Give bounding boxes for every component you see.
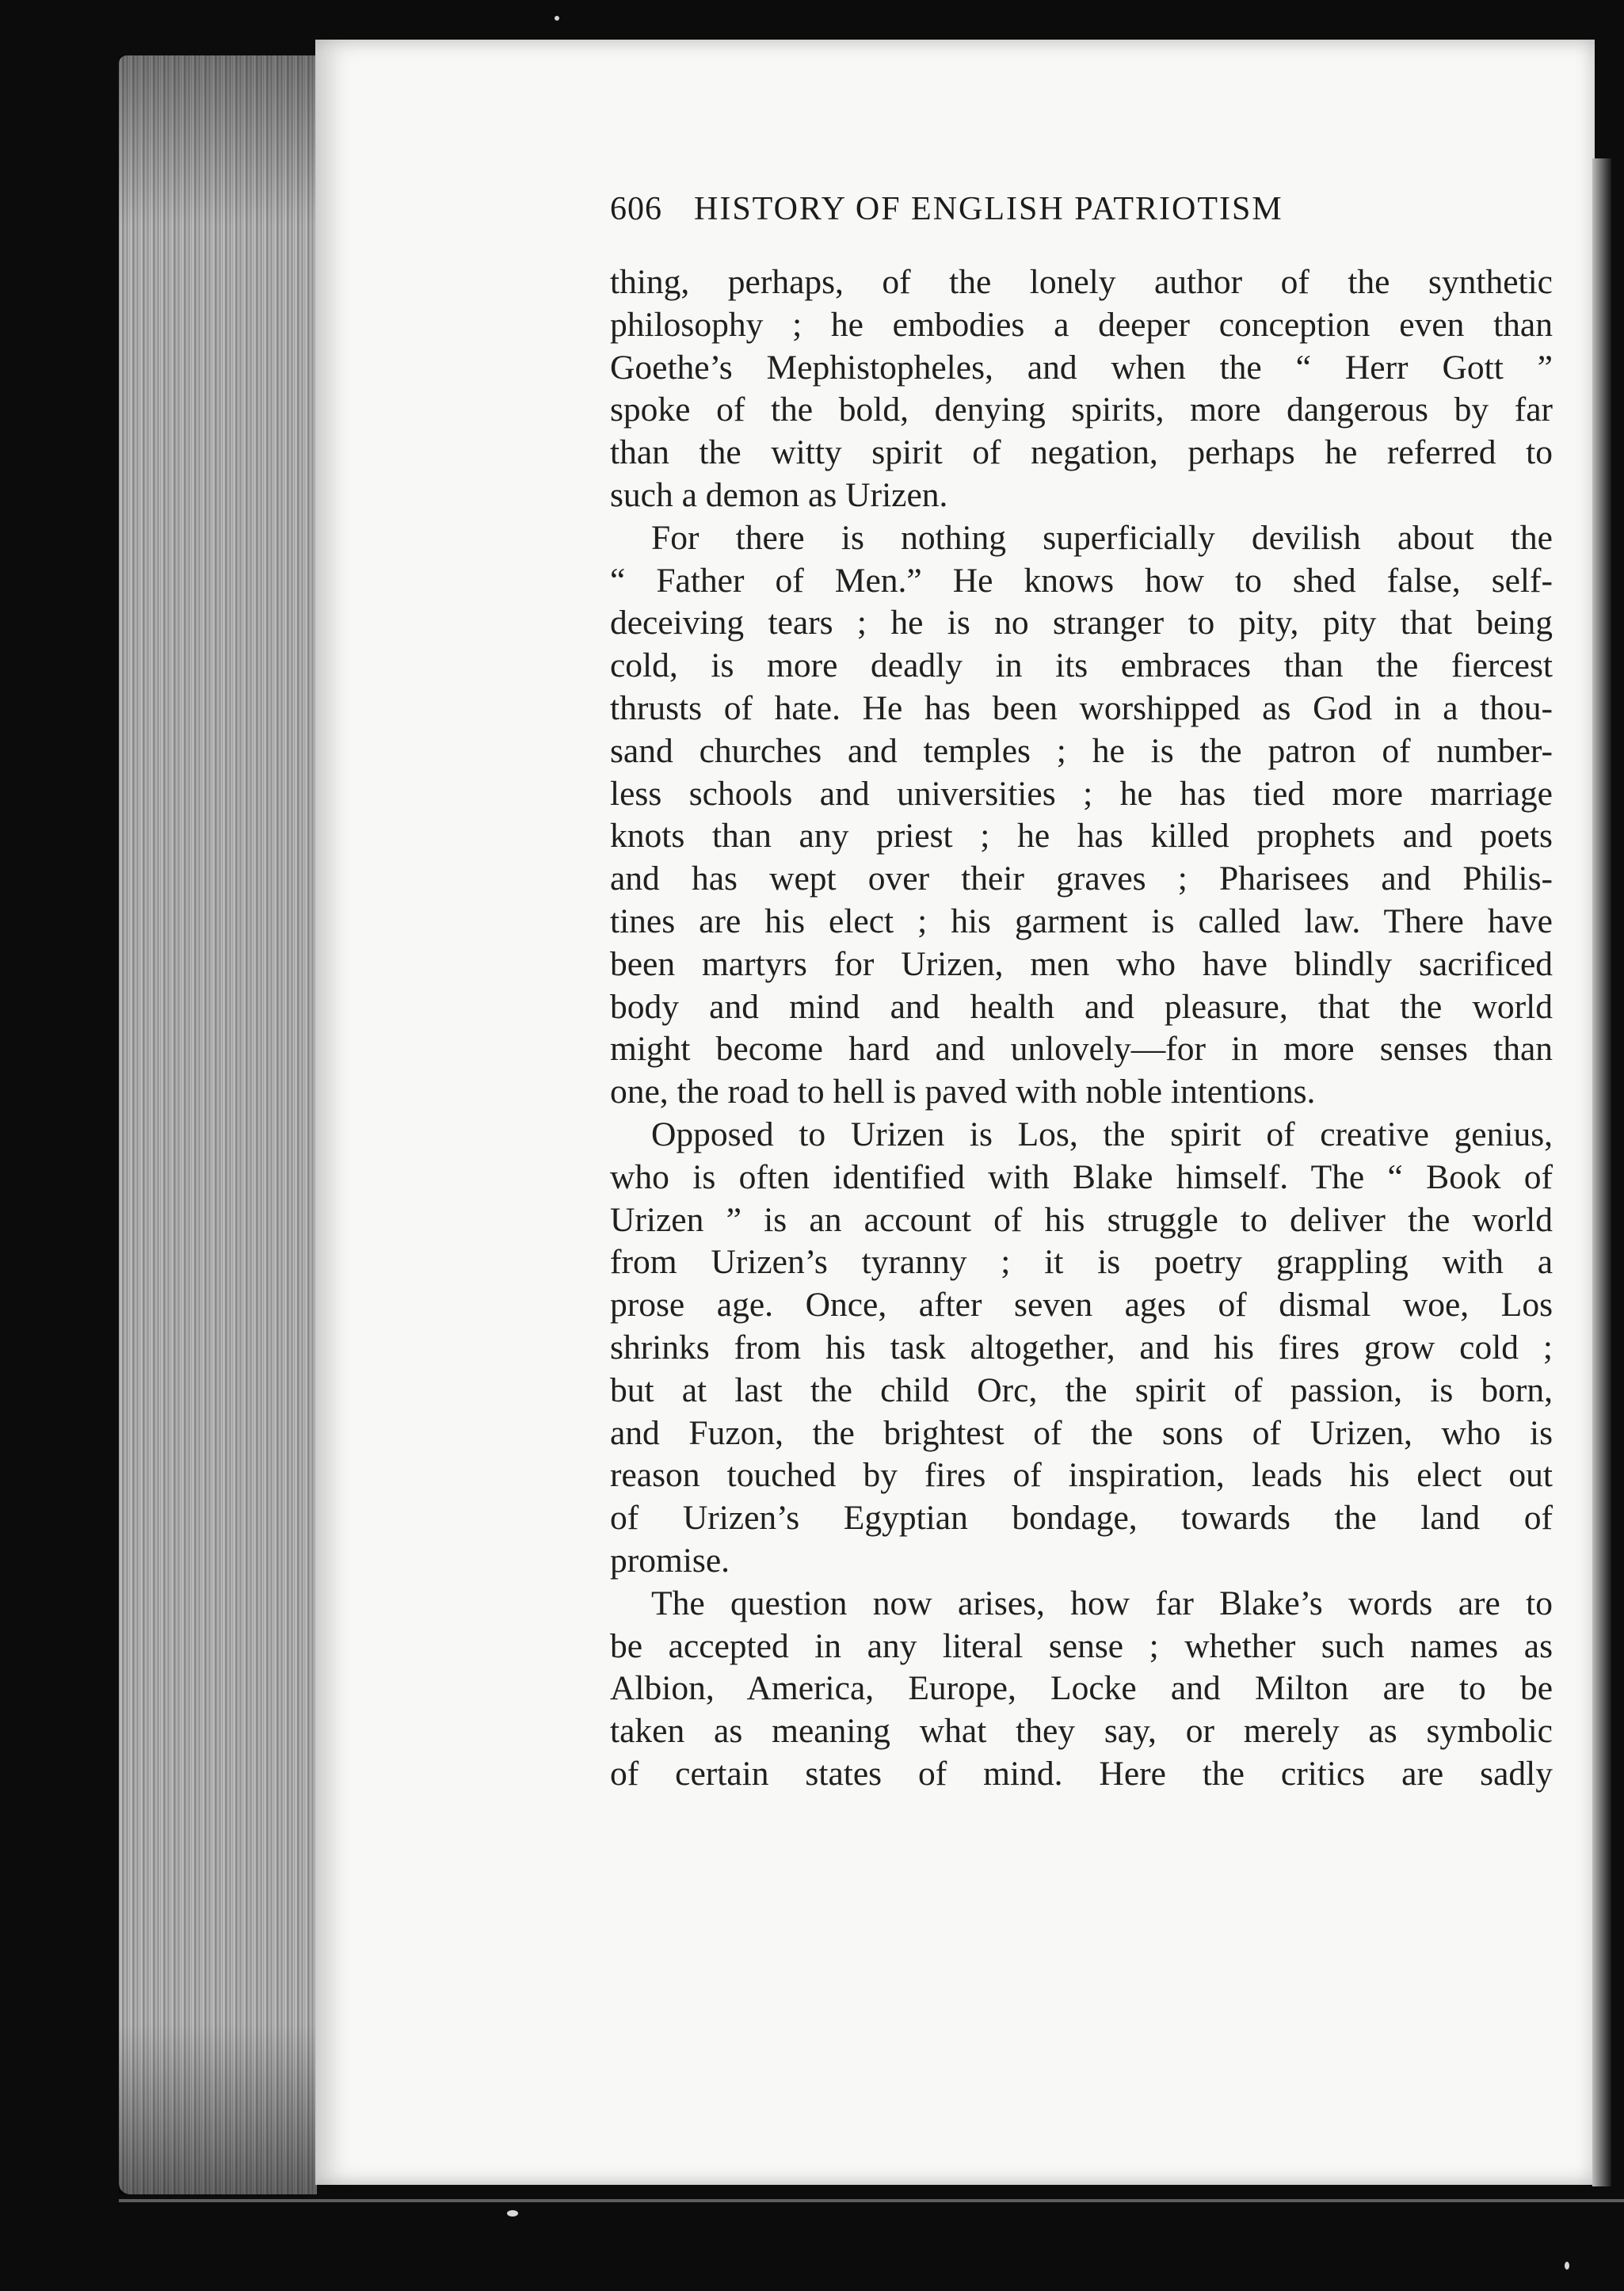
- text-line: body and mind and health and pleasure, that the world: [610, 987, 1553, 1026]
- text-line: knots than any priest ; he has killed prophets and poets: [610, 817, 1553, 856]
- scan-speck: [555, 16, 559, 21]
- running-header: [610, 190, 1553, 228]
- text-line: Opposed to Urizen is Los, the spirit of creative genius,: [651, 1115, 1553, 1153]
- text-line: thrusts of hate. He has been worshipped as God in a thou-: [610, 688, 1553, 727]
- text-line: be accepted in any literal sense ; whether such names as: [610, 1626, 1553, 1665]
- text-line: of Urizen’s Egyptian bondage, towards the land of: [610, 1499, 1553, 1538]
- text-line: who is often identified with Blake himself. The “ Book of: [610, 1157, 1553, 1196]
- text-line: reason touched by fires of inspiration, leads his elect out: [610, 1456, 1553, 1495]
- text-line: shrinks from his task altogether, and his fires grow cold ;: [610, 1328, 1553, 1367]
- text-line: and has wept over their graves ; Pharisees and Philis-: [610, 860, 1553, 898]
- right-page-edge: [1592, 158, 1611, 2186]
- text-line: thing, perhaps, of the lonely author of the synthetic: [610, 263, 1553, 301]
- text-line: such a demon as Urizen.: [610, 475, 948, 514]
- text-line: Albion, America, Europe, Locke and Milton are to be: [610, 1669, 1553, 1708]
- text-line: less schools and universities ; he has tied more marriage: [610, 774, 1553, 813]
- scan-speck: [1565, 2262, 1569, 2270]
- text-line: from Urizen’s tyranny ; it is poetry grappling with a: [610, 1243, 1553, 1282]
- text-line: of certain states of mind. Here the critics are sadly: [610, 1754, 1553, 1793]
- text-line: Goethe’s Mephistopheles, and when the “ Herr Gott ”: [610, 348, 1553, 387]
- text-line: prose age. Once, after seven ages of dismal woe, Los: [610, 1286, 1553, 1325]
- text-line: Urizen ” is an account of his struggle to deliver the world: [610, 1200, 1553, 1239]
- text-line: spoke of the bold, denying spirits, more dangerous by far: [610, 391, 1553, 429]
- text-line: promise.: [610, 1541, 730, 1580]
- text-line: The question now arises, how far Blake’s words are to: [651, 1584, 1553, 1622]
- page-number: 606: [610, 191, 662, 227]
- text-line: For there is nothing superficially devilish about the: [651, 518, 1553, 557]
- text-line: one, the road to hell is paved with noble intentions.: [610, 1073, 1316, 1111]
- scan-speck: [507, 2210, 518, 2217]
- text-line: might become hard and unlovely—for in more senses than: [610, 1030, 1553, 1069]
- book-page-edges: [119, 55, 317, 2194]
- scan-bottom-rule: [119, 2199, 1624, 2202]
- text-line: taken as meaning what they say, or merely as symbolic: [610, 1712, 1553, 1751]
- text-line: and Fuzon, the brightest of the sons of Urizen, who is: [610, 1413, 1553, 1452]
- text-line: “ Father of Men.” He knows how to shed false, self-: [610, 561, 1553, 600]
- text-line: than the witty spirit of negation, perhaps he referred to: [610, 433, 1553, 472]
- text-line: cold, is more deadly in its embraces than the fiercest: [610, 646, 1553, 685]
- text-line: been martyrs for Urizen, men who have blindly sacrificed: [610, 944, 1553, 983]
- text-line: but at last the child Orc, the spirit of passion, is born,: [610, 1370, 1553, 1409]
- body-text: [610, 261, 1553, 1796]
- text-line: sand churches and temples ; he is the patron of number-: [610, 731, 1553, 770]
- text-line: deceiving tears ; he is no stranger to pity, pity that being: [610, 604, 1553, 642]
- text-line: tines are his elect ; his garment is called law. There have: [610, 902, 1553, 940]
- text-line: philosophy ; he embodies a deeper conception even than: [610, 305, 1553, 344]
- running-title: HISTORY OF ENGLISH PATRIOTISM: [694, 191, 1283, 227]
